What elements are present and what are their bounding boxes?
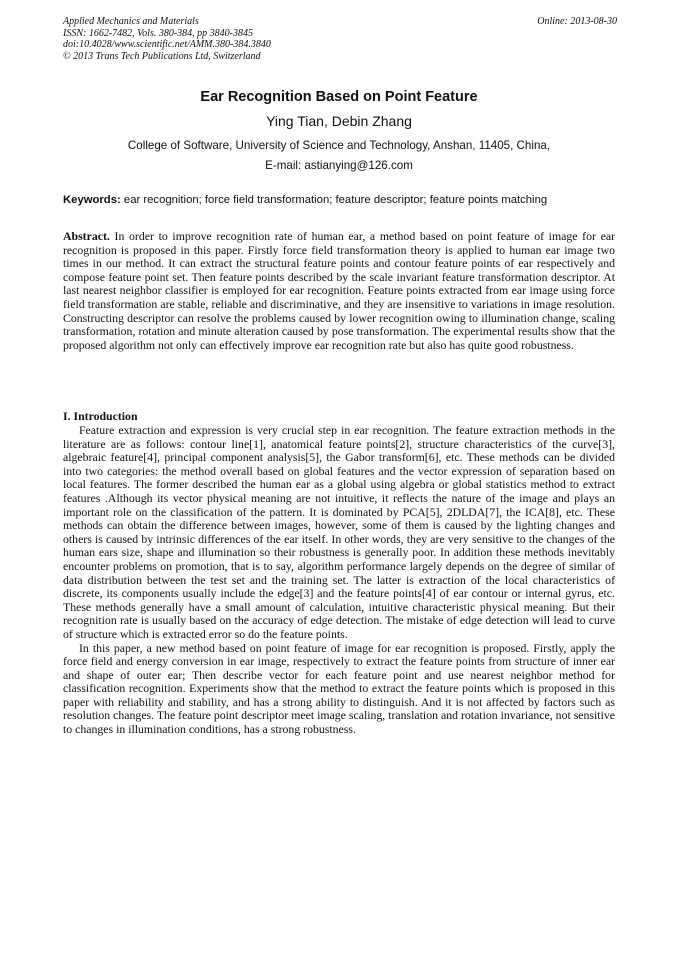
keywords-text: ear recognition; force field transformation; feature descriptor; feature points matching (123, 194, 548, 206)
intro-paragraph-2: In this paper, a new method based on point feature of image for ear recognition is proposed. Firstly, apply the force field and energy conversion in ear image, respectively to extract the feature points from structure of inner ear and shape of outer ear; Then describe vector for each feature point and use nearest neighbor method for classification recognition. Experiments show that the method to extract the feature points which is proposed in this paper with reliability and stability, and has a strong ability to distinguish. And it is not affected by factors such as resolution changes. The feature point descriptor meet image scaling, translation and rotation invariance, not sensitive to changes in illumination conditions, has a strong robustness. (63, 640, 615, 737)
abstract-label: Abstract. (63, 229, 110, 243)
paper-title: Ear Recognition Based on Point Feature (200, 89, 478, 105)
section-heading-introduction: I. Introduction (63, 409, 138, 423)
introduction-body (63, 424, 615, 737)
paper-affiliation: College of Software, University of Science and Technology, Anshan, 11405, China, (127, 139, 551, 152)
doi-line: doi:10.4028/www.scientific.net/AMM.380-384.3840 (63, 39, 271, 50)
issn-line: ISSN: 1662-7482, Vols. 380-384, pp 3840-3845 (63, 27, 253, 39)
paper-email: E-mail: astianying@126.com (265, 159, 413, 172)
keywords-line (63, 194, 617, 206)
abstract-text: In order to improve recognition rate of human ear, a method based on point feature of image for ear recognition is proposed in this paper. Firstly force field transformation theory is applied to human ear image two times in our method. It can extract the structural feature points and contour feature points of ear respectively and compose feature point set. Then feature points described by the scale invariant feature transformation descriptor. At last nearest neighbor classifier is employed for ear recognition. Feature points extracted from ear image using force field transformation are stable, reliable and discriminative, and they are insensitive to variations in image resolution. Constructing descriptor can resolve the problems caused by lower recognition owing to illumination change, scaling transformation, rotation and minute alteration caused by pose transformation. The experimental results show that the proposed algorithm not only can effectively improve ear recognition rate but also has quite good robustness. (63, 229, 615, 352)
copyright-line: © 2013 Trans Tech Publications Ltd, Switzerland (63, 50, 261, 62)
keywords-label: Keywords: (63, 194, 121, 206)
abstract-paragraph (63, 230, 615, 352)
journal-header (63, 16, 617, 62)
online-date: Online: 2013-08-30 (537, 16, 617, 27)
intro-paragraph-1: Feature extraction and expression is very crucial step in ear recognition. The feature extraction methods in the literature are as follows: contour line[1], anatomical feature points[2], structure characteristics of the curve[3], algebraic feature[4], principal component analysis[5], the Gabor transform[6], etc. These methods can be divided into two categories: the method overall based on global features and the vector expression of separation based on local features. The former described the human ear as a global using algebra or global statistics method to extract features .Although its vector physical meaning are not intuitive, it reflects the nature of the image and plays an important role on the classification of the pattern. It is dominated by PCA[5], 2DLDA[7], the ICA[8], etc. These methods can obtain the difference between images, however, some of them is caused by the lighting changes and others is caused by intrinsic differences of the ear itself. In other words, they are very sensitive to the changes of the human ears size, shape and illumination so their robustness is generally poor. In addition these methods inevitably encounter problems on promotion, that is to say, algorithm performance largely depends on the degree of similar of data distribution between the test set and the training set. The latter is extraction of the local characteristics of discrete, its components usually include the edge[3] and the feature points[4] of ear contour or internal gyrus, etc. These methods generally have a small amount of calculation, intuitive characteristic physical meaning. But their recognition rate is usually based on the accuracy of edge detection. The mistake of edge detection will lead to curve of structure which is extracted error so do the feature points. (63, 423, 615, 641)
journal-name: Applied Mechanics and Materials (63, 16, 199, 27)
paper-authors: Ying Tian, Debin Zhang (266, 113, 412, 129)
